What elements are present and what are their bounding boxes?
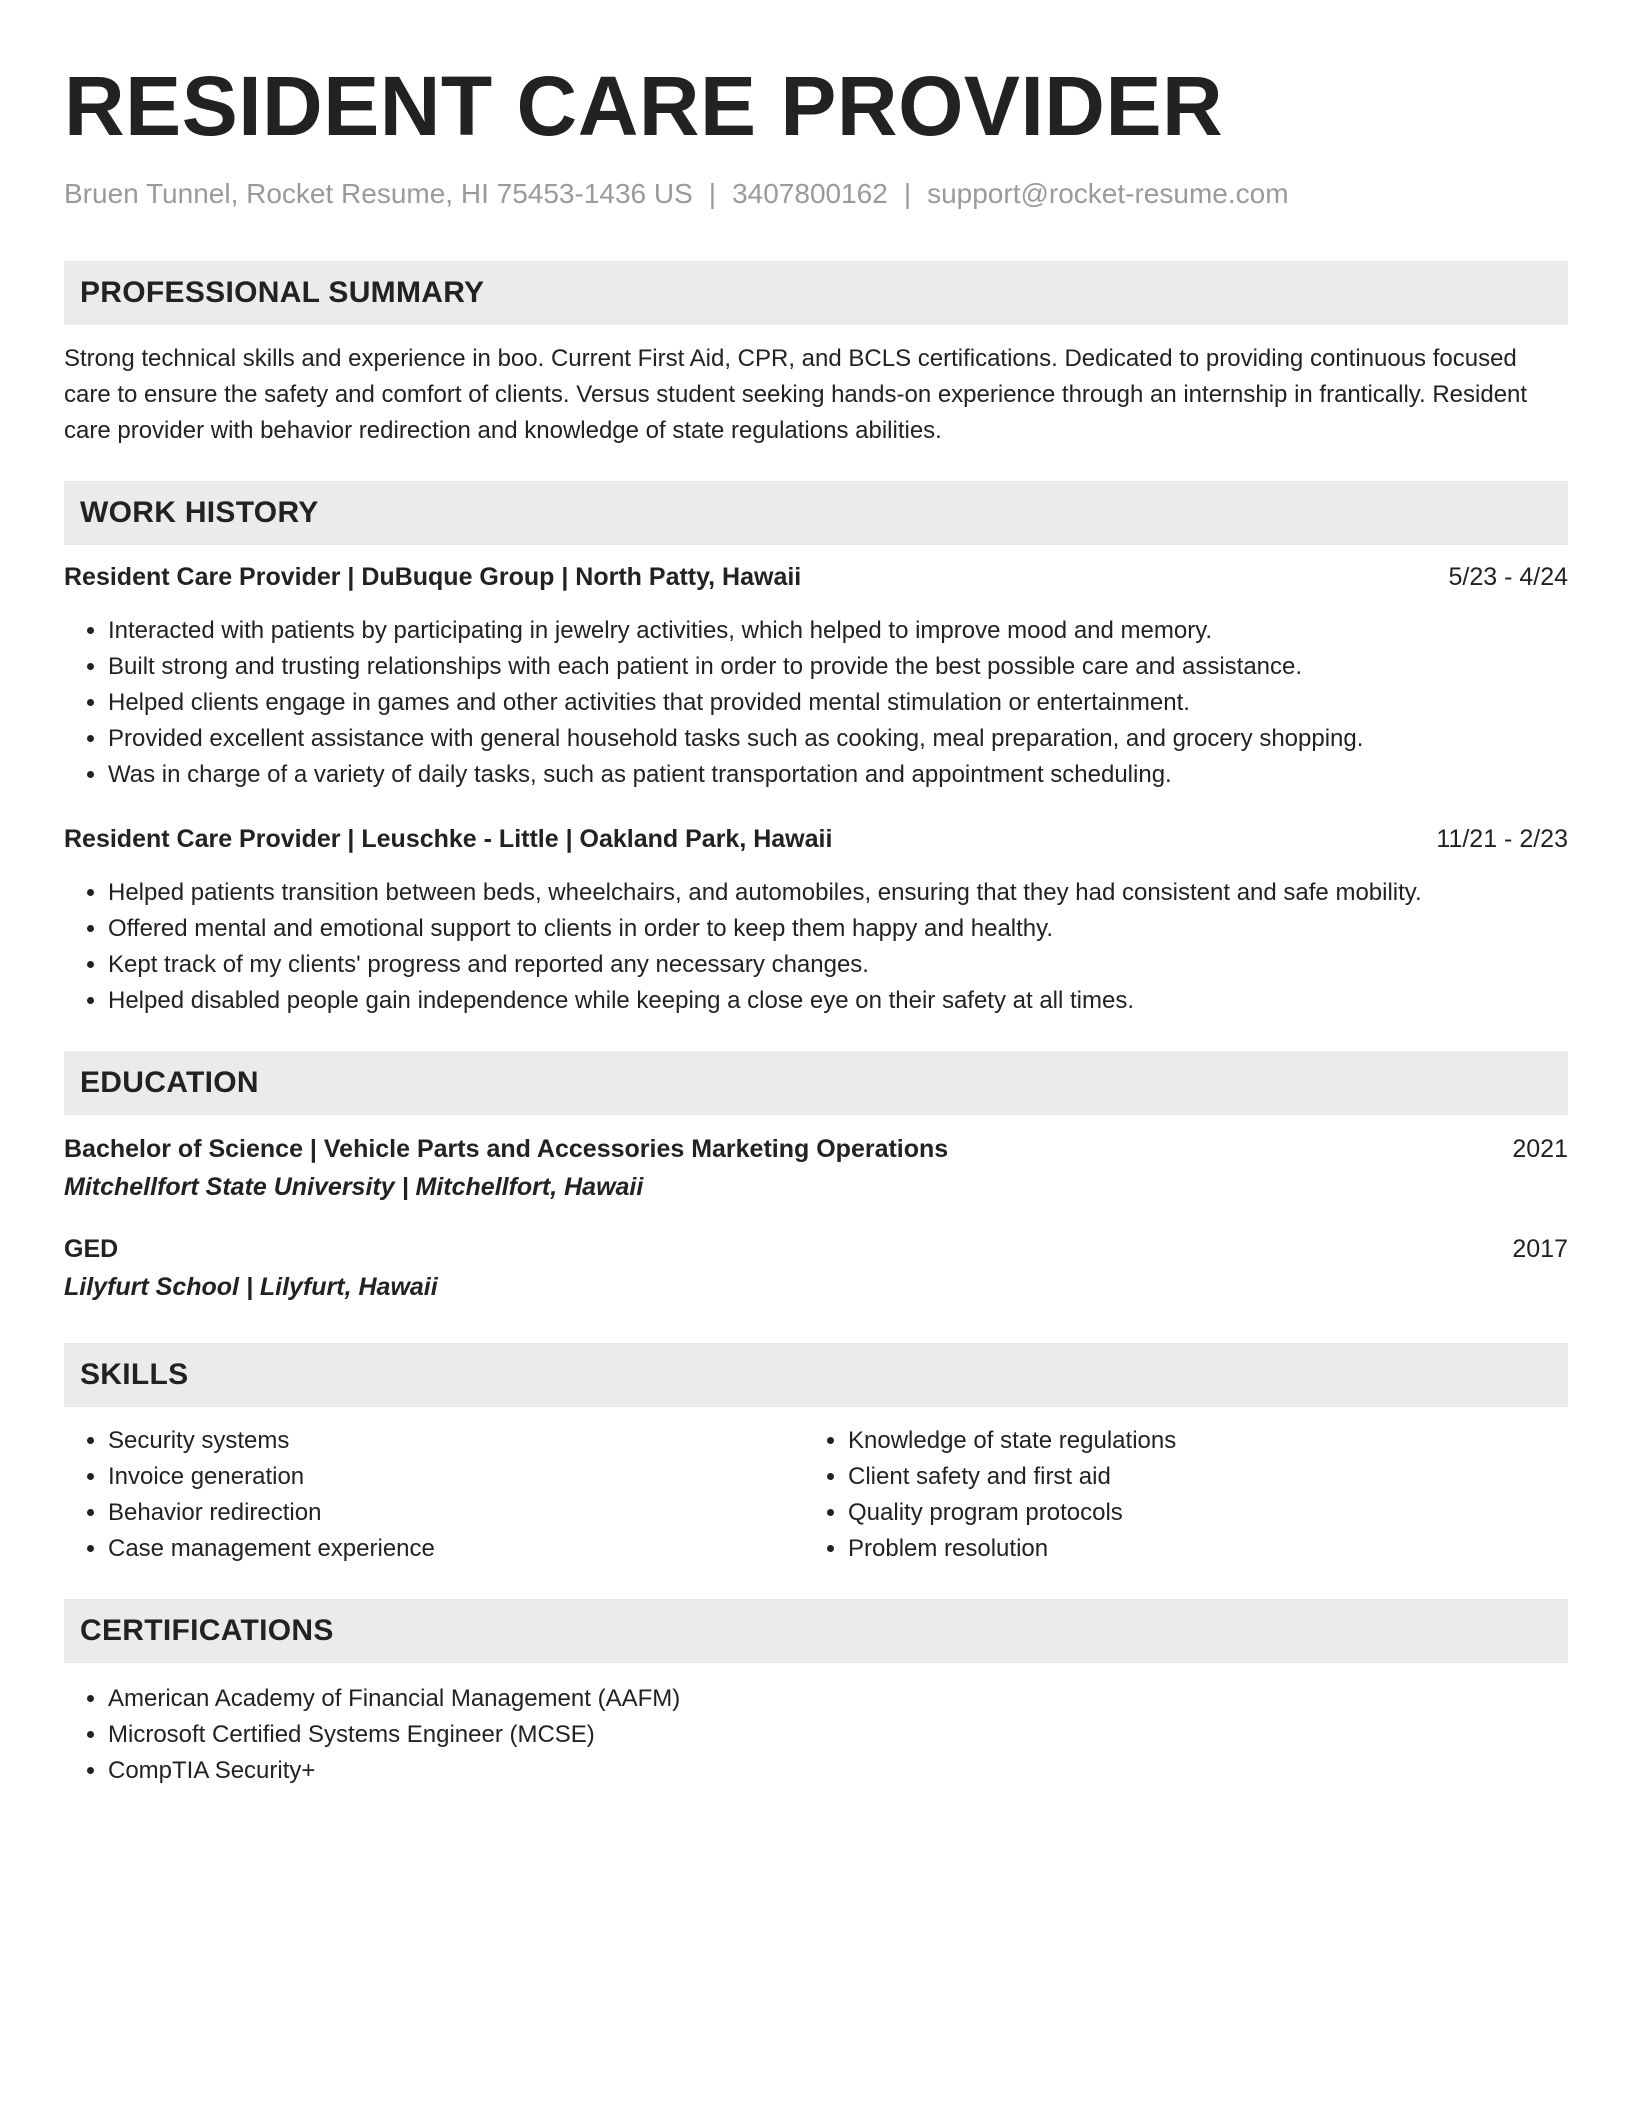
skill-item: • Behavior redirection (108, 1495, 804, 1531)
job-bullet: • Interacted with patients by participating in jewelry activities, which helped to improve mood and memory. (108, 613, 1568, 649)
job-entry-header (64, 559, 1568, 595)
education-school: Mitchellfort State University | Mitchellfort, Hawaii (64, 1173, 644, 1201)
certifications-section-header: CERTIFICATIONS (64, 1599, 1568, 1663)
skill-item: • Quality program protocols (848, 1495, 1544, 1531)
skills-list-left (64, 1423, 804, 1567)
job-bullet: • Built strong and trusting relationships with each patient in order to provide the best possible care and assistance. (108, 649, 1568, 685)
job-bullet: • Helped patients transition between beds, wheelchairs, and automobiles, ensuring that they had consistent and safe mobility. (108, 875, 1568, 911)
education-degree: GED (64, 1235, 119, 1263)
education-entry-header (64, 1231, 1568, 1267)
job-title: Resident Care Provider | Leuschke - Little | Oakland Park, Hawaii (64, 825, 833, 853)
skills-section-header: SKILLS (64, 1343, 1568, 1407)
certification-item: • CompTIA Security+ (108, 1753, 1568, 1789)
education-degree: Bachelor of Science | Vehicle Parts and Accessories Marketing Operations (64, 1135, 949, 1163)
job-bullet: • Kept track of my clients' progress and reported any necessary changes. (108, 947, 1568, 983)
job-dates: 5/23 - 4/24 (1448, 563, 1568, 591)
contact-line (64, 176, 1568, 212)
summary-text: Strong technical skills and experience in boo. Current First Aid, CPR, and BCLS certifications. Dedicated to providing continuous focused care to ensure the safety and comfort of clients. Versus student seeking hands-on experience through an internship in frantically. Resident care provider with behavior redirection and knowledge of state regulations abilities. (64, 345, 1528, 444)
job-bullet: • Was in charge of a variety of daily tasks, such as patient transportation and appointment scheduling. (108, 757, 1568, 793)
contact-phone: 3407800162 (732, 178, 888, 209)
contact-address: Bruen Tunnel, Rocket Resume, HI 75453-1436 US (64, 178, 693, 209)
job-bullet-list (64, 613, 1568, 793)
job-bullet: • Provided excellent assistance with general household tasks such as cooking, meal preparation, and grocery shopping. (108, 721, 1568, 757)
skill-item: • Security systems (108, 1423, 804, 1459)
skill-item: • Client safety and first aid (848, 1459, 1544, 1495)
job-dates: 11/21 - 2/23 (1436, 825, 1568, 853)
job-bullet: • Helped clients engage in games and other activities that provided mental stimulation or entertainment. (108, 685, 1568, 721)
job-bullet: • Offered mental and emotional support to clients in order to keep them happy and healthy. (108, 911, 1568, 947)
job-title: Resident Care Provider | DuBuque Group | North Patty, Hawaii (64, 563, 802, 591)
education-section-header: EDUCATION (64, 1051, 1568, 1115)
resume-title: RESIDENT CARE PROVIDER (64, 59, 1224, 153)
contact-separator: | (903, 178, 912, 209)
job-bullet-list (64, 875, 1568, 1019)
skills-grid (64, 1423, 1568, 1567)
skill-item: • Problem resolution (848, 1531, 1544, 1567)
job-bullet: • Helped disabled people gain independence while keeping a close eye on their safety at all times. (108, 983, 1568, 1019)
job-entry-header (64, 821, 1568, 857)
certification-item: • Microsoft Certified Systems Engineer (MCSE) (108, 1717, 1568, 1753)
education-year: 2017 (1512, 1235, 1568, 1263)
summary-section-header: PROFESSIONAL SUMMARY (64, 261, 1568, 325)
certifications-list (64, 1681, 1568, 1789)
education-entry-header (64, 1131, 1568, 1167)
certification-item: • American Academy of Financial Management (AAFM) (108, 1681, 1568, 1717)
skill-item: • Case management experience (108, 1531, 804, 1567)
skills-list-right (804, 1423, 1544, 1567)
work-history-section-header: WORK HISTORY (64, 481, 1568, 545)
education-school: Lilyfurt School | Lilyfurt, Hawaii (64, 1273, 438, 1301)
education-year: 2021 (1512, 1135, 1568, 1163)
skill-item: • Knowledge of state regulations (848, 1423, 1544, 1459)
contact-separator: | (708, 178, 717, 209)
skill-item: • Invoice generation (108, 1459, 804, 1495)
contact-email: support@rocket-resume.com (927, 178, 1289, 209)
